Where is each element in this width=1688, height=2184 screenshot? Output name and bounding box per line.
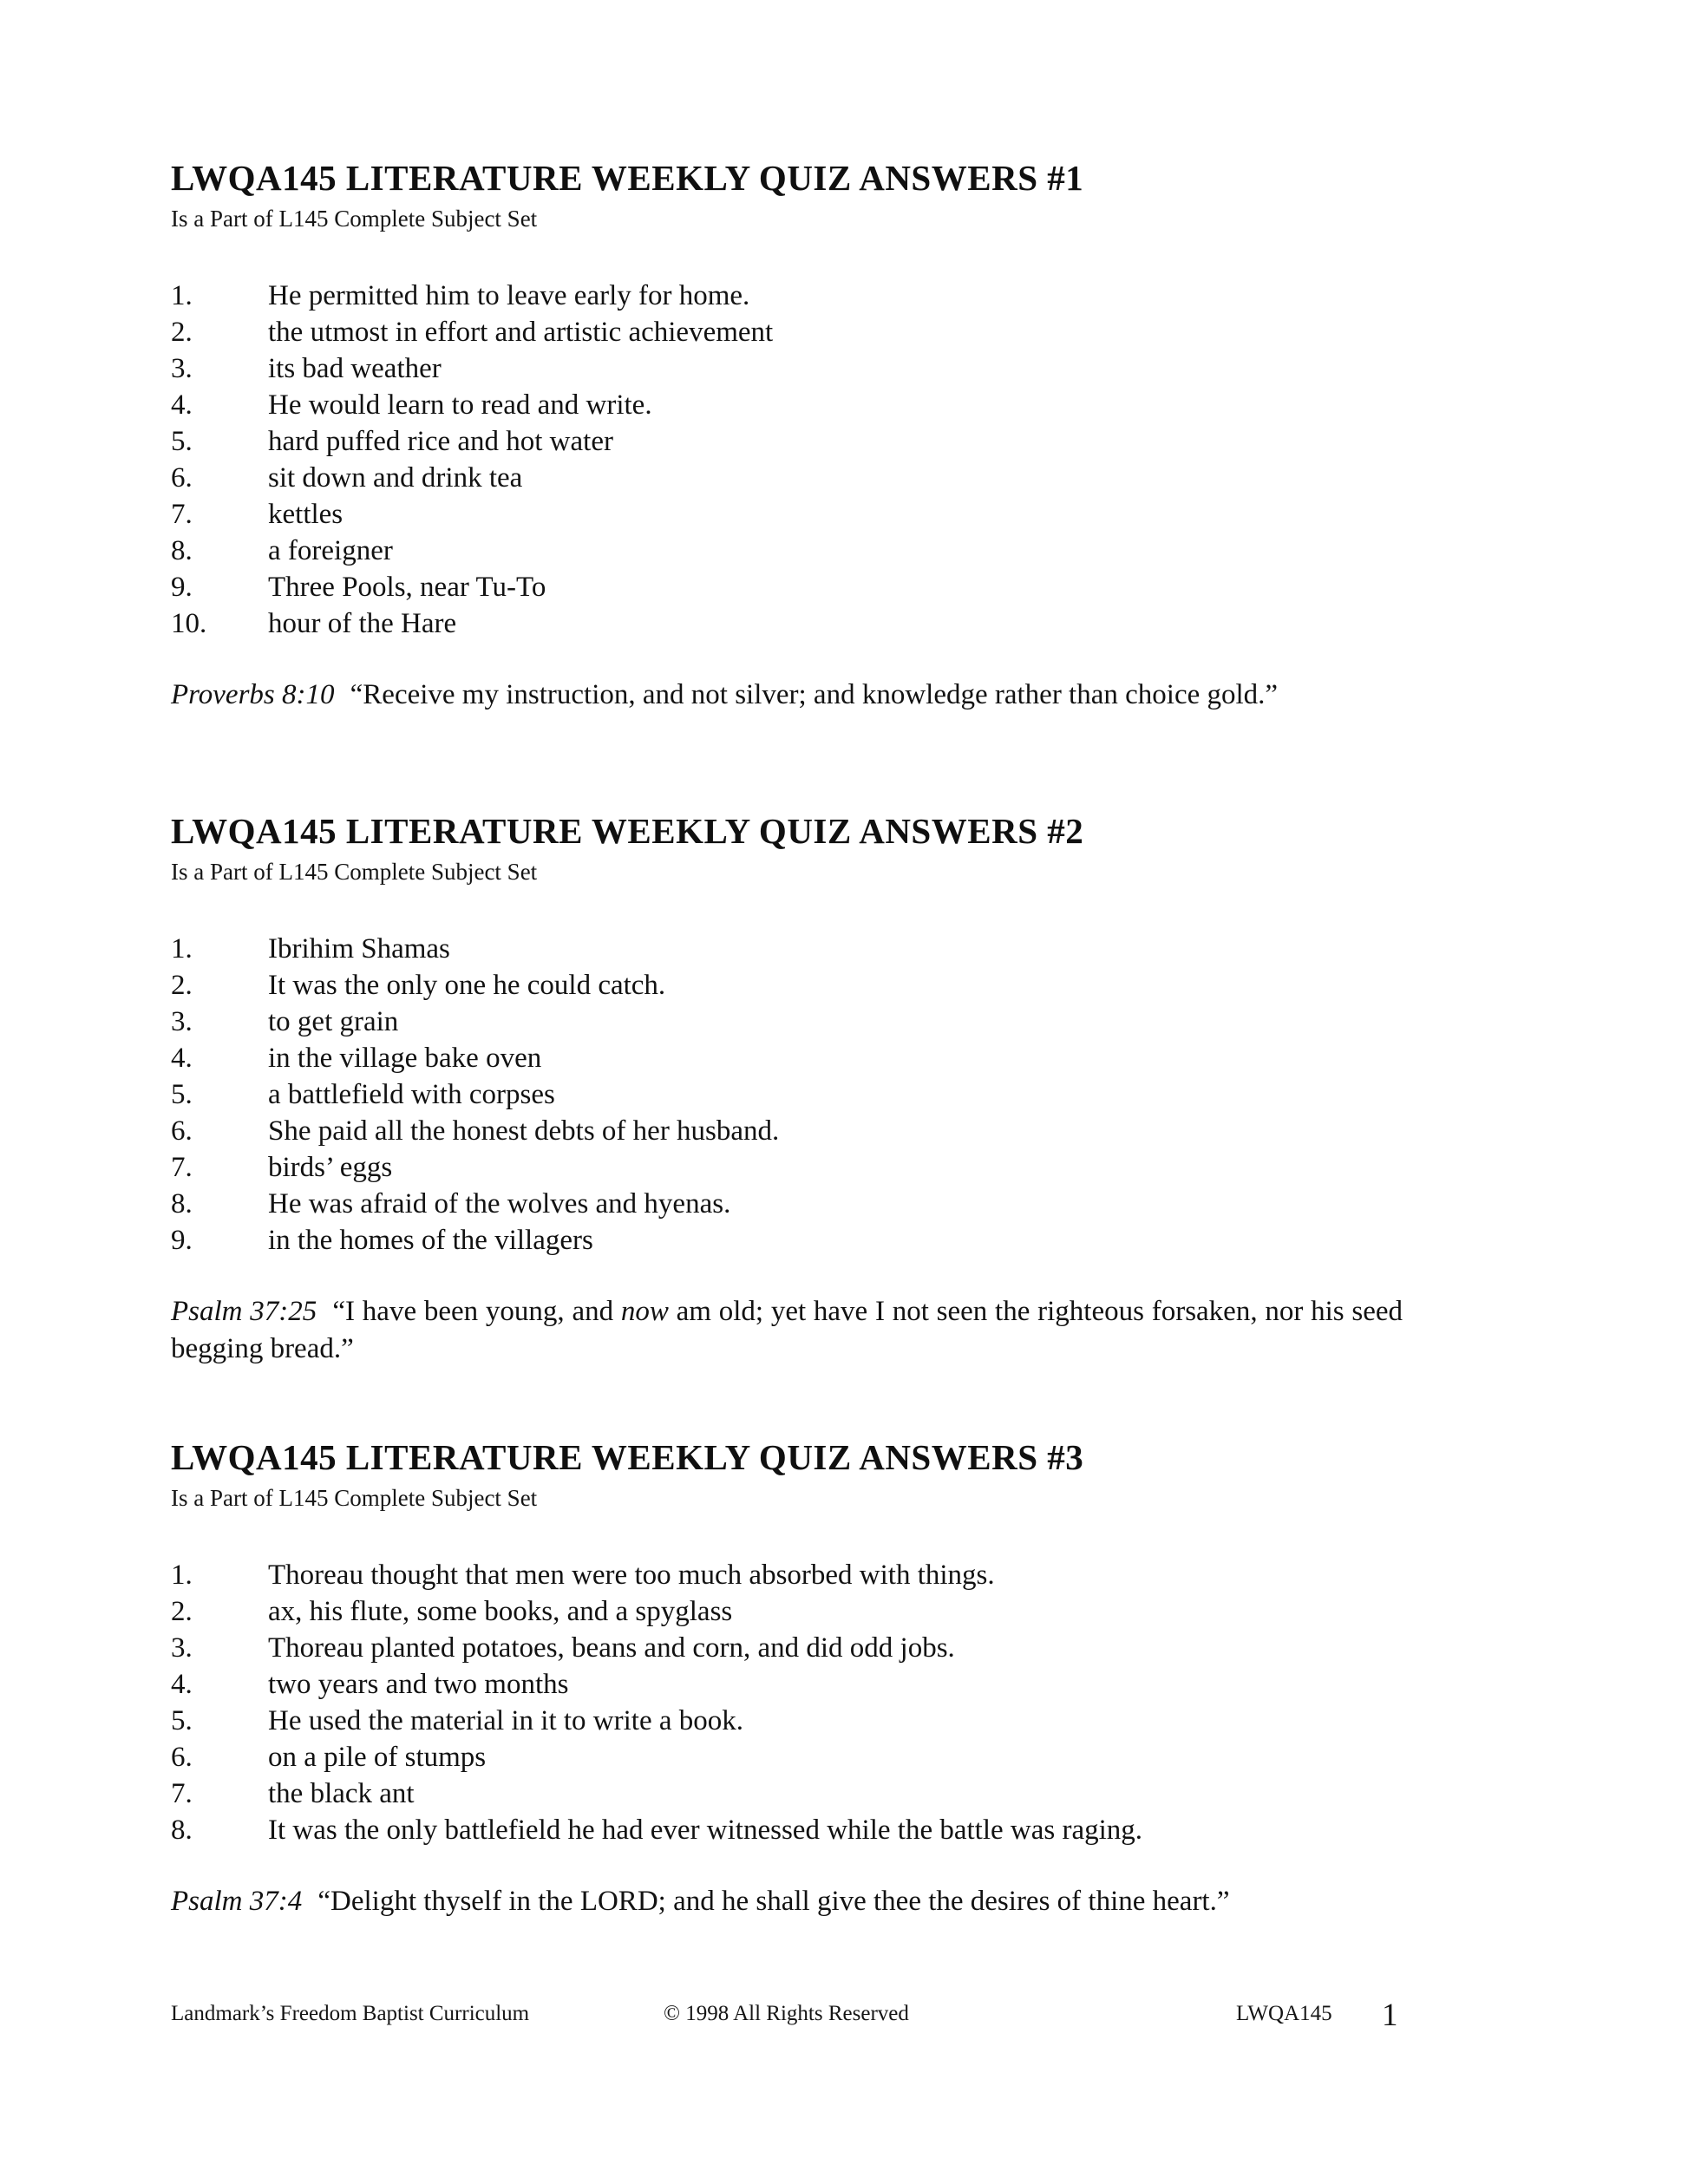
scripture-quote: [171, 677, 1403, 714]
answer-text: It was the only battlefield he had ever witnessed while the battle was raging.: [268, 1815, 1143, 1846]
answer-row: [171, 1004, 1575, 1040]
answer-row: [171, 1040, 1575, 1076]
answer-row: [171, 967, 1575, 1004]
answer-text: He was afraid of the wolves and hyenas.: [268, 1188, 731, 1220]
answer-number: 5.: [171, 1079, 193, 1110]
answer-text: on a pile of stumps: [268, 1742, 487, 1773]
answer-number: 6.: [171, 462, 193, 494]
scripture-reference: Psalm 37:25: [171, 1296, 317, 1327]
footer-copyright: © 1998 All Rights Reserved: [664, 2002, 909, 2025]
answer-row: [171, 1593, 1575, 1630]
answer-text: He used the material in it to write a book.: [268, 1705, 744, 1736]
answer-text: the black ant: [268, 1778, 415, 1809]
answer-row: [171, 605, 1575, 642]
answer-row: [171, 1703, 1575, 1739]
answer-row: [171, 1557, 1575, 1593]
answer-text: hour of the Hare: [268, 608, 457, 639]
footer-doc-code: LWQA145: [1236, 2002, 1332, 2025]
section-2-title: LWQA145 LITERATURE WEEKLY QUIZ ANSWERS #2: [171, 811, 1084, 851]
quiz-section-3: [171, 1437, 1575, 1920]
answer-text: two years and two months: [268, 1669, 569, 1700]
answer-text: hard puffed rice and hot water: [268, 426, 613, 457]
answer-text: Ibrihim Shamas: [268, 933, 450, 964]
section-2-subtitle: Is a Part of L145 Complete Subject Set: [171, 859, 538, 885]
answer-text: kettles: [268, 499, 343, 530]
section-2-answer-list: [171, 931, 1575, 1259]
answer-row: [171, 1113, 1575, 1149]
section-3-subtitle: Is a Part of L145 Complete Subject Set: [171, 1485, 538, 1511]
answer-row: [171, 1666, 1575, 1703]
answer-number: 4.: [171, 1043, 193, 1074]
answer-row: [171, 1630, 1575, 1666]
scripture-text: “Delight thyself in the LORD; and he shall give thee the desires of thine heart.”: [317, 1886, 1230, 1917]
section-3-title: LWQA145 LITERATURE WEEKLY QUIZ ANSWERS #3: [171, 1437, 1084, 1477]
answer-number: 2.: [171, 317, 193, 348]
answer-text: to get grain: [268, 1006, 399, 1037]
answer-text: It was the only one he could catch.: [268, 970, 666, 1001]
answer-number: 3.: [171, 1006, 193, 1037]
answer-number: 10.: [171, 608, 207, 639]
answer-number: 7.: [171, 499, 193, 530]
answer-row: [171, 314, 1575, 350]
quiz-section-1: [171, 158, 1575, 714]
answer-row: [171, 1812, 1575, 1848]
answer-row: [171, 1076, 1575, 1113]
answer-number: 4.: [171, 1669, 193, 1700]
answer-row: [171, 460, 1575, 496]
answer-text: in the homes of the villagers: [268, 1225, 593, 1256]
scripture-text: “I have been young, and: [332, 1296, 621, 1327]
answer-number: 1.: [171, 1560, 193, 1591]
page-footer: [171, 1997, 1576, 2040]
answer-row: [171, 931, 1575, 967]
answer-number: 8.: [171, 535, 193, 566]
answer-text: its bad weather: [268, 353, 442, 384]
answer-row: [171, 1775, 1575, 1812]
answer-text: in the village bake oven: [268, 1043, 542, 1074]
answer-text: a foreigner: [268, 535, 393, 566]
scripture-text: am old; yet have I not seen the righteous forsaken, nor his seed begging bread.”: [171, 1296, 1403, 1364]
answer-row: [171, 496, 1575, 533]
scripture-reference: Psalm 37:4: [171, 1886, 303, 1917]
scripture-reference: Proverbs 8:10: [171, 679, 335, 710]
answer-row: [171, 1186, 1575, 1222]
footer-publisher: Landmark’s Freedom Baptist Curriculum: [171, 2002, 530, 2025]
answer-text: birds’ eggs: [268, 1152, 393, 1183]
answer-text: She paid all the honest debts of her husband.: [268, 1115, 780, 1147]
answer-number: 6.: [171, 1742, 193, 1773]
answer-text: sit down and drink tea: [268, 462, 523, 494]
answer-text: Thoreau planted potatoes, beans and corn, and did odd jobs.: [268, 1632, 955, 1664]
answer-number: 7.: [171, 1778, 193, 1809]
answer-number: 3.: [171, 1632, 193, 1664]
answer-row: [171, 350, 1575, 387]
answer-number: 3.: [171, 353, 193, 384]
section-1-subtitle: Is a Part of L145 Complete Subject Set: [171, 206, 538, 232]
answer-number: 2.: [171, 1596, 193, 1627]
answer-row: [171, 1739, 1575, 1775]
answer-row: [171, 423, 1575, 460]
answer-row: [171, 533, 1575, 569]
answer-text: Three Pools, near Tu-To: [268, 572, 546, 603]
answer-text: Thoreau thought that men were too much absorbed with things.: [268, 1560, 995, 1591]
answer-number: 5.: [171, 426, 193, 457]
answer-number: 5.: [171, 1705, 193, 1736]
answer-text: He permitted him to leave early for home.: [268, 280, 750, 311]
answer-number: 6.: [171, 1115, 193, 1147]
answer-number: 8.: [171, 1815, 193, 1846]
answer-number: 9.: [171, 1225, 193, 1256]
answer-row: [171, 278, 1575, 314]
answer-row: [171, 387, 1575, 423]
scripture-text: “Receive my instruction, and not silver; and knowledge rather than choice gold.”: [350, 679, 1279, 710]
answer-row: [171, 1149, 1575, 1186]
answer-number: 4.: [171, 389, 193, 421]
section-1-title: LWQA145 LITERATURE WEEKLY QUIZ ANSWERS #1: [171, 158, 1084, 198]
answer-text: He would learn to read and write.: [268, 389, 652, 421]
answer-row: [171, 569, 1575, 605]
answer-number: 7.: [171, 1152, 193, 1183]
answer-number: 2.: [171, 970, 193, 1001]
section-3-answer-list: [171, 1557, 1575, 1848]
answer-number: 8.: [171, 1188, 193, 1220]
quiz-section-2: [171, 811, 1575, 1368]
answer-text: the utmost in effort and artistic achievement: [268, 317, 774, 348]
answer-number: 9.: [171, 572, 193, 603]
scripture-text-emphasis: now: [620, 1296, 669, 1327]
scripture-quote: [171, 1883, 1403, 1920]
footer-page-number: 1: [1382, 1998, 1398, 2033]
answer-text: ax, his flute, some books, and a spyglass: [268, 1596, 733, 1627]
section-1-answer-list: [171, 278, 1575, 642]
scripture-quote: [171, 1293, 1403, 1368]
answer-row: [171, 1222, 1575, 1259]
answer-text: a battlefield with corpses: [268, 1079, 555, 1110]
answer-number: 1.: [171, 933, 193, 964]
answer-number: 1.: [171, 280, 193, 311]
